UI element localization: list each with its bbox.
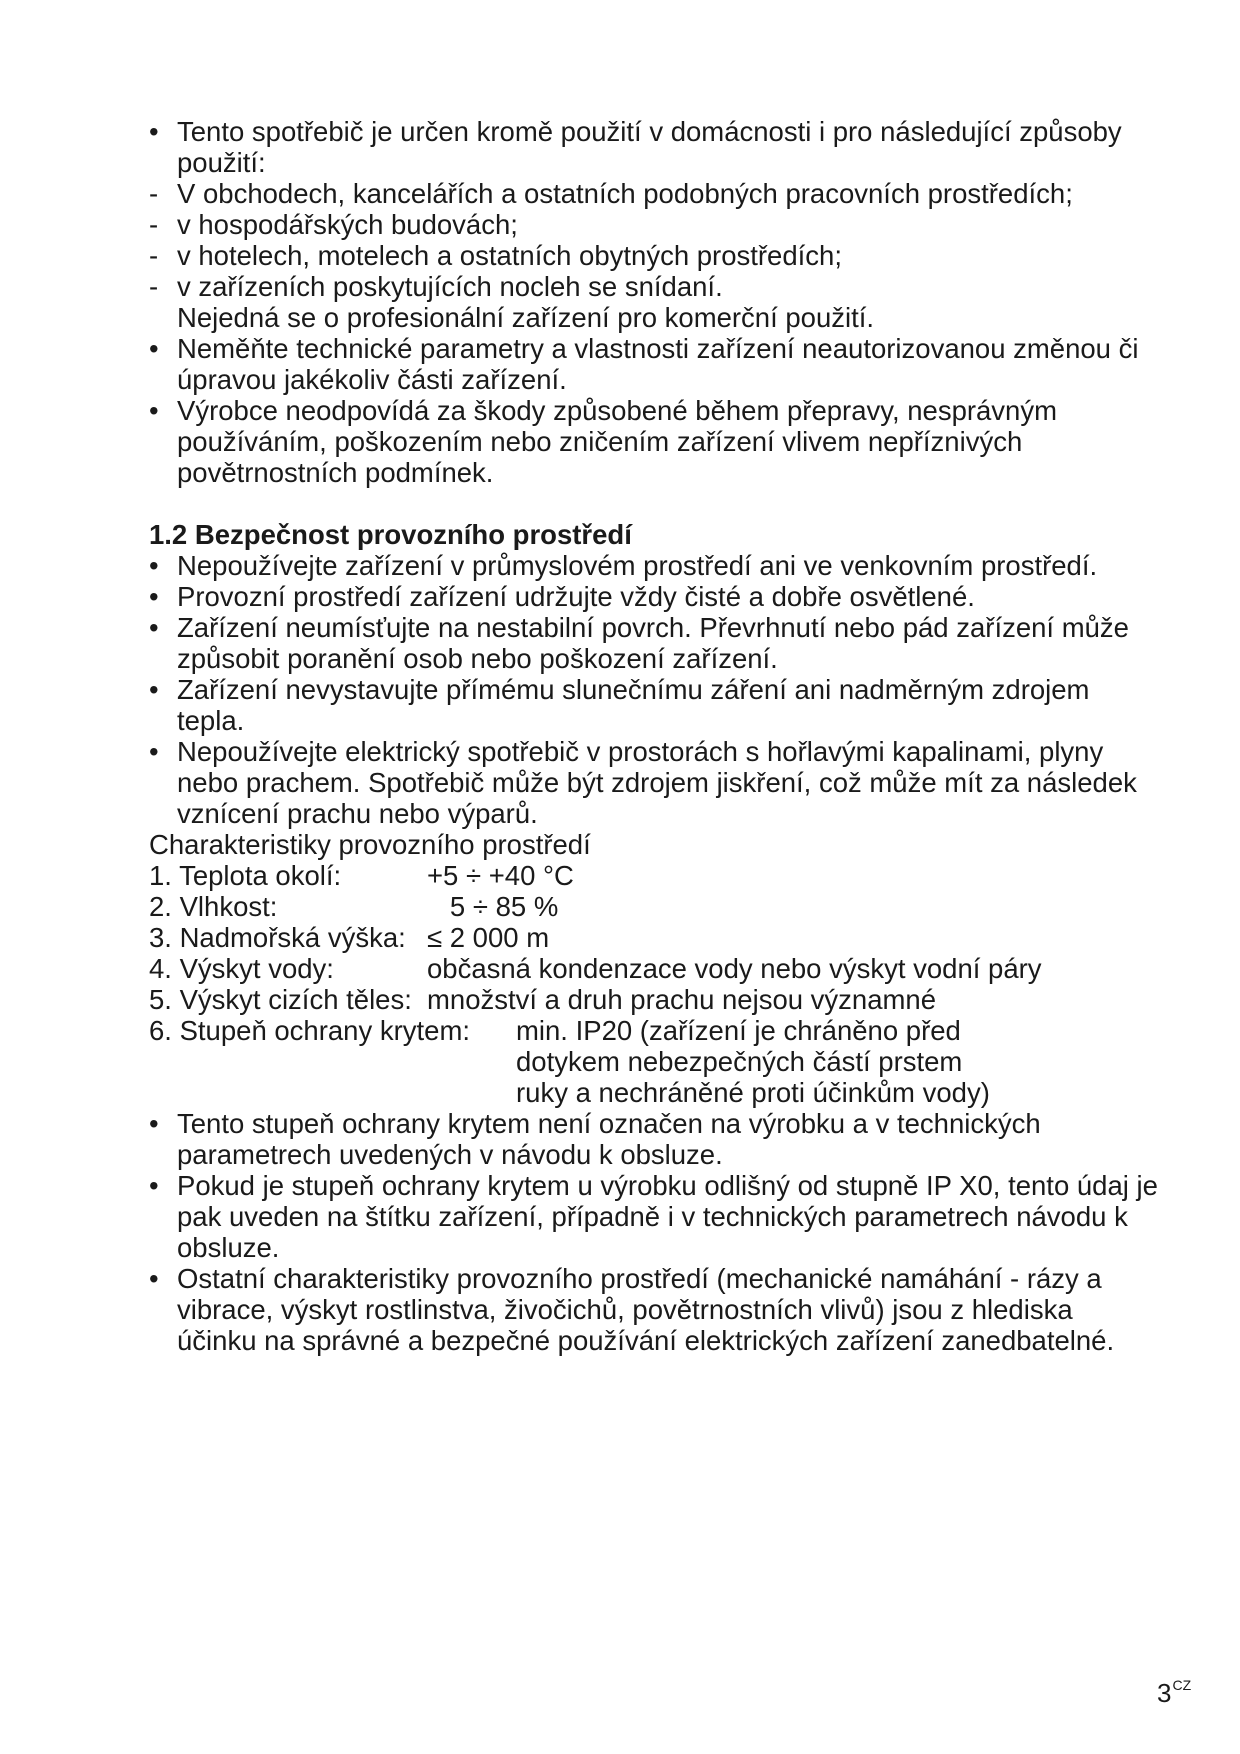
bullet-item xyxy=(149,116,1159,178)
note-line xyxy=(149,302,1159,333)
characteristic-value: min. IP20 (zařízení je chráněno před dotykem nebezpečných částí prstem ruky a nechráněné proti účinkům vody) xyxy=(516,1015,990,1108)
bullet-item xyxy=(149,333,1159,395)
bullet-text: Tento spotřebič je určen kromě použití v domácnosti i pro následující způsoby použití: xyxy=(177,116,1122,178)
dash-item xyxy=(149,209,1159,240)
characteristic-label: 1. Teplota okolí: xyxy=(149,860,342,891)
bullet-mark: • xyxy=(149,395,159,426)
dash-mark: - xyxy=(149,209,159,240)
characteristic-label: 6. Stupeň ochrany krytem: xyxy=(149,1015,470,1046)
characteristic-label: 5. Výskyt cizích těles: xyxy=(149,984,412,1015)
bullet-mark: • xyxy=(149,736,159,767)
dash-mark: - xyxy=(149,178,159,209)
page-number-value: 3 xyxy=(1157,1678,1172,1708)
bullet-text: Tento stupeň ochrany krytem není označen na výrobku a v technických parametrech uvedených v návodu k obsluze. xyxy=(177,1108,1041,1170)
dash-text: v zařízeních poskytujících nocleh se snídaní. xyxy=(177,271,723,302)
dash-mark: - xyxy=(149,240,159,271)
bullet-item xyxy=(149,736,1159,829)
dash-text: v hotelech, motelech a ostatních obytných prostředích; xyxy=(177,240,842,271)
dash-item xyxy=(149,271,1159,302)
dash-mark: - xyxy=(149,271,159,302)
bullet-item xyxy=(149,1108,1159,1170)
bullet-text: Zařízení neumísťujte na nestabilní povrch. Převrhnutí nebo pád zařízení může způsobit poranění osob nebo poškození zařízení. xyxy=(177,612,1129,674)
bullet-text: Výrobce neodpovídá za škody způsobené během přepravy, nesprávným používáním, poškozením nebo zničením zařízení vlivem nepříznivých povětrnostních podmínek. xyxy=(177,395,1058,488)
bullet-mark: • xyxy=(149,1263,159,1294)
bullet-text: Ostatní charakteristiky provozního prostředí (mechanické namáhání - rázy a vibrace, výskyt rostlinstva, živočichů, povětrnostních vlivů) jsou z hlediska účinku na správné a bezpečné používání elektrických zařízení zanedbatelné. xyxy=(177,1263,1115,1356)
bullet-text: Neměňte technické parametry a vlastnosti zařízení neautorizovanou změnou či úpravou jakékoliv části zařízení. xyxy=(177,333,1139,395)
characteristic-row xyxy=(149,953,1159,984)
bullet-item xyxy=(149,674,1159,736)
characteristic-value: +5 ÷ +40 °C xyxy=(427,860,574,891)
bullet-item xyxy=(149,612,1159,674)
characteristic-value: občasná kondenzace vody nebo výskyt vodní páry xyxy=(427,953,1042,984)
dash-item xyxy=(149,178,1159,209)
bullet-text: Provozní prostředí zařízení udržujte vždy čisté a dobře osvětlené. xyxy=(177,581,975,612)
characteristic-row xyxy=(149,984,1159,1015)
bullet-item xyxy=(149,550,1159,581)
bullet-mark: • xyxy=(149,581,159,612)
characteristic-row xyxy=(149,1015,1159,1108)
characteristic-label: 2. Vlhkost: xyxy=(149,891,278,922)
bullet-mark: • xyxy=(149,333,159,364)
bullet-item xyxy=(149,1263,1159,1356)
bullet-mark: • xyxy=(149,612,159,643)
bullet-item xyxy=(149,1170,1159,1263)
characteristic-row xyxy=(149,891,1159,922)
bullet-mark: • xyxy=(149,674,159,705)
bullet-mark: • xyxy=(149,116,159,147)
section-heading: 1.2 Bezpečnost provozního prostředí xyxy=(149,519,632,550)
dash-text: v hospodářských budovách; xyxy=(177,209,518,240)
characteristic-value: množství a druh prachu nejsou významné xyxy=(427,984,937,1015)
bullet-text: Nepoužívejte zařízení v průmyslovém prostředí ani ve venkovním prostředí. xyxy=(177,550,1098,581)
page-number xyxy=(1157,1670,1191,1709)
document-body xyxy=(149,116,1159,1356)
bullet-text: Pokud je stupeň ochrany krytem u výrobku odlišný od stupně IP X0, tento údaj je pak uveden na štítku zařízení, případně i v technických parametrech návodu k obsluze. xyxy=(177,1170,1158,1263)
characteristic-label: 4. Výskyt vody: xyxy=(149,953,334,984)
characteristic-value: ≤ 2 000 m xyxy=(427,922,550,953)
bullet-mark: • xyxy=(149,1170,159,1201)
bullet-item xyxy=(149,581,1159,612)
bullet-mark: • xyxy=(149,1108,159,1139)
characteristic-label: 3. Nadmořská výška: xyxy=(149,922,406,953)
language-code: CZ xyxy=(1172,1677,1192,1693)
dash-text: V obchodech, kancelářích a ostatních podobných pracovních prostředích; xyxy=(177,178,1073,209)
characteristic-row xyxy=(149,922,1159,953)
characteristic-value: 5 ÷ 85 % xyxy=(427,891,559,922)
characteristic-row xyxy=(149,860,1159,891)
bullet-text: Nepoužívejte elektrický spotřebič v prostorách s hořlavými kapalinami, plyny nebo prachem. Spotřebič může být zdrojem jiskření, což může mít za následek vznícení prachu nebo výparů. xyxy=(177,736,1137,829)
note-text: Nejedná se o profesionální zařízení pro komerční použití. xyxy=(177,302,875,333)
bullet-mark: • xyxy=(149,550,159,581)
bullet-item xyxy=(149,395,1159,488)
characteristics-title: Charakteristiky provozního prostředí xyxy=(149,829,591,860)
dash-item xyxy=(149,240,1159,271)
bullet-text: Zařízení nevystavujte přímému slunečnímu záření ani nadměrným zdrojem tepla. xyxy=(177,674,1090,736)
